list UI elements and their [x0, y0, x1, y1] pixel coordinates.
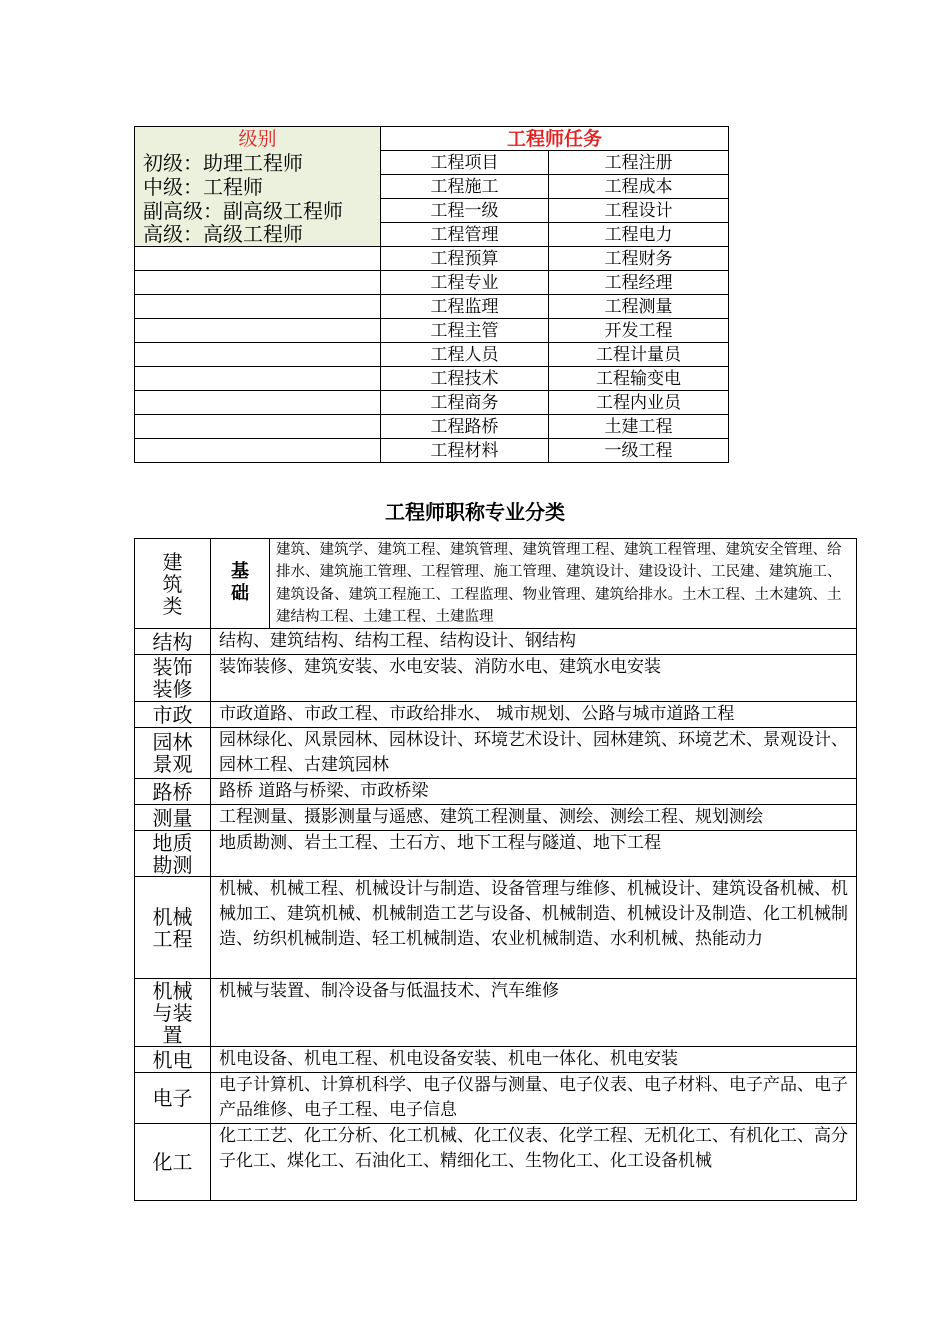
level-cell: 初级：助理工程师: [135, 151, 381, 175]
specialty-list: 工程测量、摄影测量与遥感、建筑工程测量、测绘、测绘工程、规划测绘: [211, 805, 857, 831]
task-cell: 工程经理: [549, 271, 729, 295]
task-cell: 工程专业: [381, 271, 549, 295]
empty-cell: [135, 271, 381, 295]
table-row: [135, 343, 729, 367]
table-row: [135, 629, 857, 655]
level-cell: 中级：工程师: [135, 175, 381, 199]
specialty-list: 机械、机械工程、机械设计与制造、设备管理与维修、机械设计、建筑设备机械、机械加工、建筑机械、机械制造工艺与设备、机械制造、机械设计及制造、化工机械制造、纺织机械制造、轻工机械制造、农业机械制造、水利机械、热能动力: [211, 877, 857, 979]
task-cell: 工程施工: [381, 175, 549, 199]
table-row: [135, 223, 729, 247]
category-cell: 建筑类: [135, 539, 211, 629]
task-cell: 工程主管: [381, 319, 549, 343]
task-cell: 工程路桥: [381, 415, 549, 439]
level-cell: 副高级：副高级工程师: [135, 199, 381, 223]
category-cell: 电子: [135, 1073, 211, 1124]
table-row: [135, 779, 857, 805]
table-row: [135, 877, 857, 979]
task-cell: 工程电力: [549, 223, 729, 247]
category-cell: 化工: [135, 1124, 211, 1201]
empty-cell: [135, 391, 381, 415]
task-cell: 工程设计: [549, 199, 729, 223]
specialty-list: 装饰装修、建筑安装、水电安装、消防水电、建筑水电安装: [211, 655, 857, 702]
task-cell: 工程项目: [381, 151, 549, 175]
specialty-list: 机械与装置、制冷设备与低温技术、汽车维修: [211, 979, 857, 1047]
table-row: [135, 295, 729, 319]
category-cell: 装饰装修: [135, 655, 211, 702]
empty-cell: [135, 415, 381, 439]
task-cell: 土建工程: [549, 415, 729, 439]
task-cell: 工程测量: [549, 295, 729, 319]
category-cell: 机械工程: [135, 877, 211, 979]
category-cell: 路桥: [135, 779, 211, 805]
task-cell: 工程注册: [549, 151, 729, 175]
specialty-list: 路桥 道路与桥梁、市政桥梁: [211, 779, 857, 805]
category-cell: 地质勘测: [135, 831, 211, 877]
table-row: [135, 151, 729, 175]
empty-cell: [135, 247, 381, 271]
category-cell: 机械与装置: [135, 979, 211, 1047]
empty-cell: [135, 439, 381, 463]
empty-cell: [135, 367, 381, 391]
empty-cell: [135, 295, 381, 319]
category-cell: 园林景观: [135, 728, 211, 779]
table-row: [135, 247, 729, 271]
category-cell: 机电: [135, 1047, 211, 1073]
specialty-list: 地质勘测、岩土工程、土石方、地下工程与隧道、地下工程: [211, 831, 857, 877]
table-row: [135, 271, 729, 295]
task-cell: 工程成本: [549, 175, 729, 199]
table-row: [135, 1073, 857, 1124]
task-cell: 工程财务: [549, 247, 729, 271]
table-row: [135, 1124, 857, 1201]
task-cell: 工程一级: [381, 199, 549, 223]
level-cell: 高级：高级工程师: [135, 223, 381, 247]
table-row: [135, 175, 729, 199]
task-cell: 工程监理: [381, 295, 549, 319]
table-row: [135, 199, 729, 223]
engineer-level-task-table: [134, 126, 729, 463]
task-cell: 开发工程: [549, 319, 729, 343]
table1-header-row: [135, 127, 729, 151]
table-row: [135, 979, 857, 1047]
table-row: [135, 805, 857, 831]
classification-title: 工程师职称专业分类: [385, 500, 565, 524]
table-row: [135, 655, 857, 702]
specialty-list: 建筑、建筑学、建筑工程、建筑管理、建筑管理工程、建筑工程管理、建筑安全管理、给排水、建筑施工管理、工程管理、施工管理、建筑设计、建设设计、工民建、建筑施工、建筑设备、建筑工程施工、工程监理、物业管理、建筑给排水。土木工程、土木建筑、土建结构工程、土建工程、土建监理: [270, 539, 857, 629]
task-cell: 工程材料: [381, 439, 549, 463]
task-cell: 工程管理: [381, 223, 549, 247]
empty-cell: [135, 319, 381, 343]
category-cell: 结构: [135, 629, 211, 655]
table-row: [135, 831, 857, 877]
task-cell: 工程人员: [381, 343, 549, 367]
table-row: [135, 367, 729, 391]
task-header: 工程师任务: [381, 127, 729, 151]
task-cell: 一级工程: [549, 439, 729, 463]
table-row: [135, 539, 857, 629]
table-row: [135, 728, 857, 779]
specialty-list: 机电设备、机电工程、机电设备安装、机电一体化、机电安装: [211, 1047, 857, 1073]
task-cell: 工程技术: [381, 367, 549, 391]
specialty-list: 市政道路、市政工程、市政给排水、 城市规划、公路与城市道路工程: [211, 702, 857, 728]
specialty-list: 园林绿化、风景园林、园林设计、环境艺术设计、园林建筑、环境艺术、景观设计、园林工程、古建筑园林: [211, 728, 857, 779]
task-cell: 工程输变电: [549, 367, 729, 391]
category-cell: 市政: [135, 702, 211, 728]
table-row: [135, 1047, 857, 1073]
specialty-list: 电子计算机、计算机科学、电子仪器与测量、电子仪表、电子材料、电子产品、电子产品维修、电子工程、电子信息: [211, 1073, 857, 1124]
table-row: [135, 702, 857, 728]
task-cell: 工程商务: [381, 391, 549, 415]
level-header: 级别: [135, 127, 381, 151]
subcategory-cell: 基础: [211, 539, 270, 629]
task-cell: 工程预算: [381, 247, 549, 271]
task-cell: 工程内业员: [549, 391, 729, 415]
specialty-list: 结构、建筑结构、结构工程、结构设计、钢结构: [211, 629, 857, 655]
category-cell: 测量: [135, 805, 211, 831]
table-row: [135, 319, 729, 343]
table-row: [135, 391, 729, 415]
empty-cell: [135, 343, 381, 367]
table-row: [135, 415, 729, 439]
specialty-classification-table: [134, 538, 857, 1201]
specialty-list: 化工工艺、化工分析、化工机械、化工仪表、化学工程、无机化工、有机化工、高分子化工、煤化工、石油化工、精细化工、生物化工、化工设备机械: [211, 1124, 857, 1201]
table-row: [135, 439, 729, 463]
task-cell: 工程计量员: [549, 343, 729, 367]
